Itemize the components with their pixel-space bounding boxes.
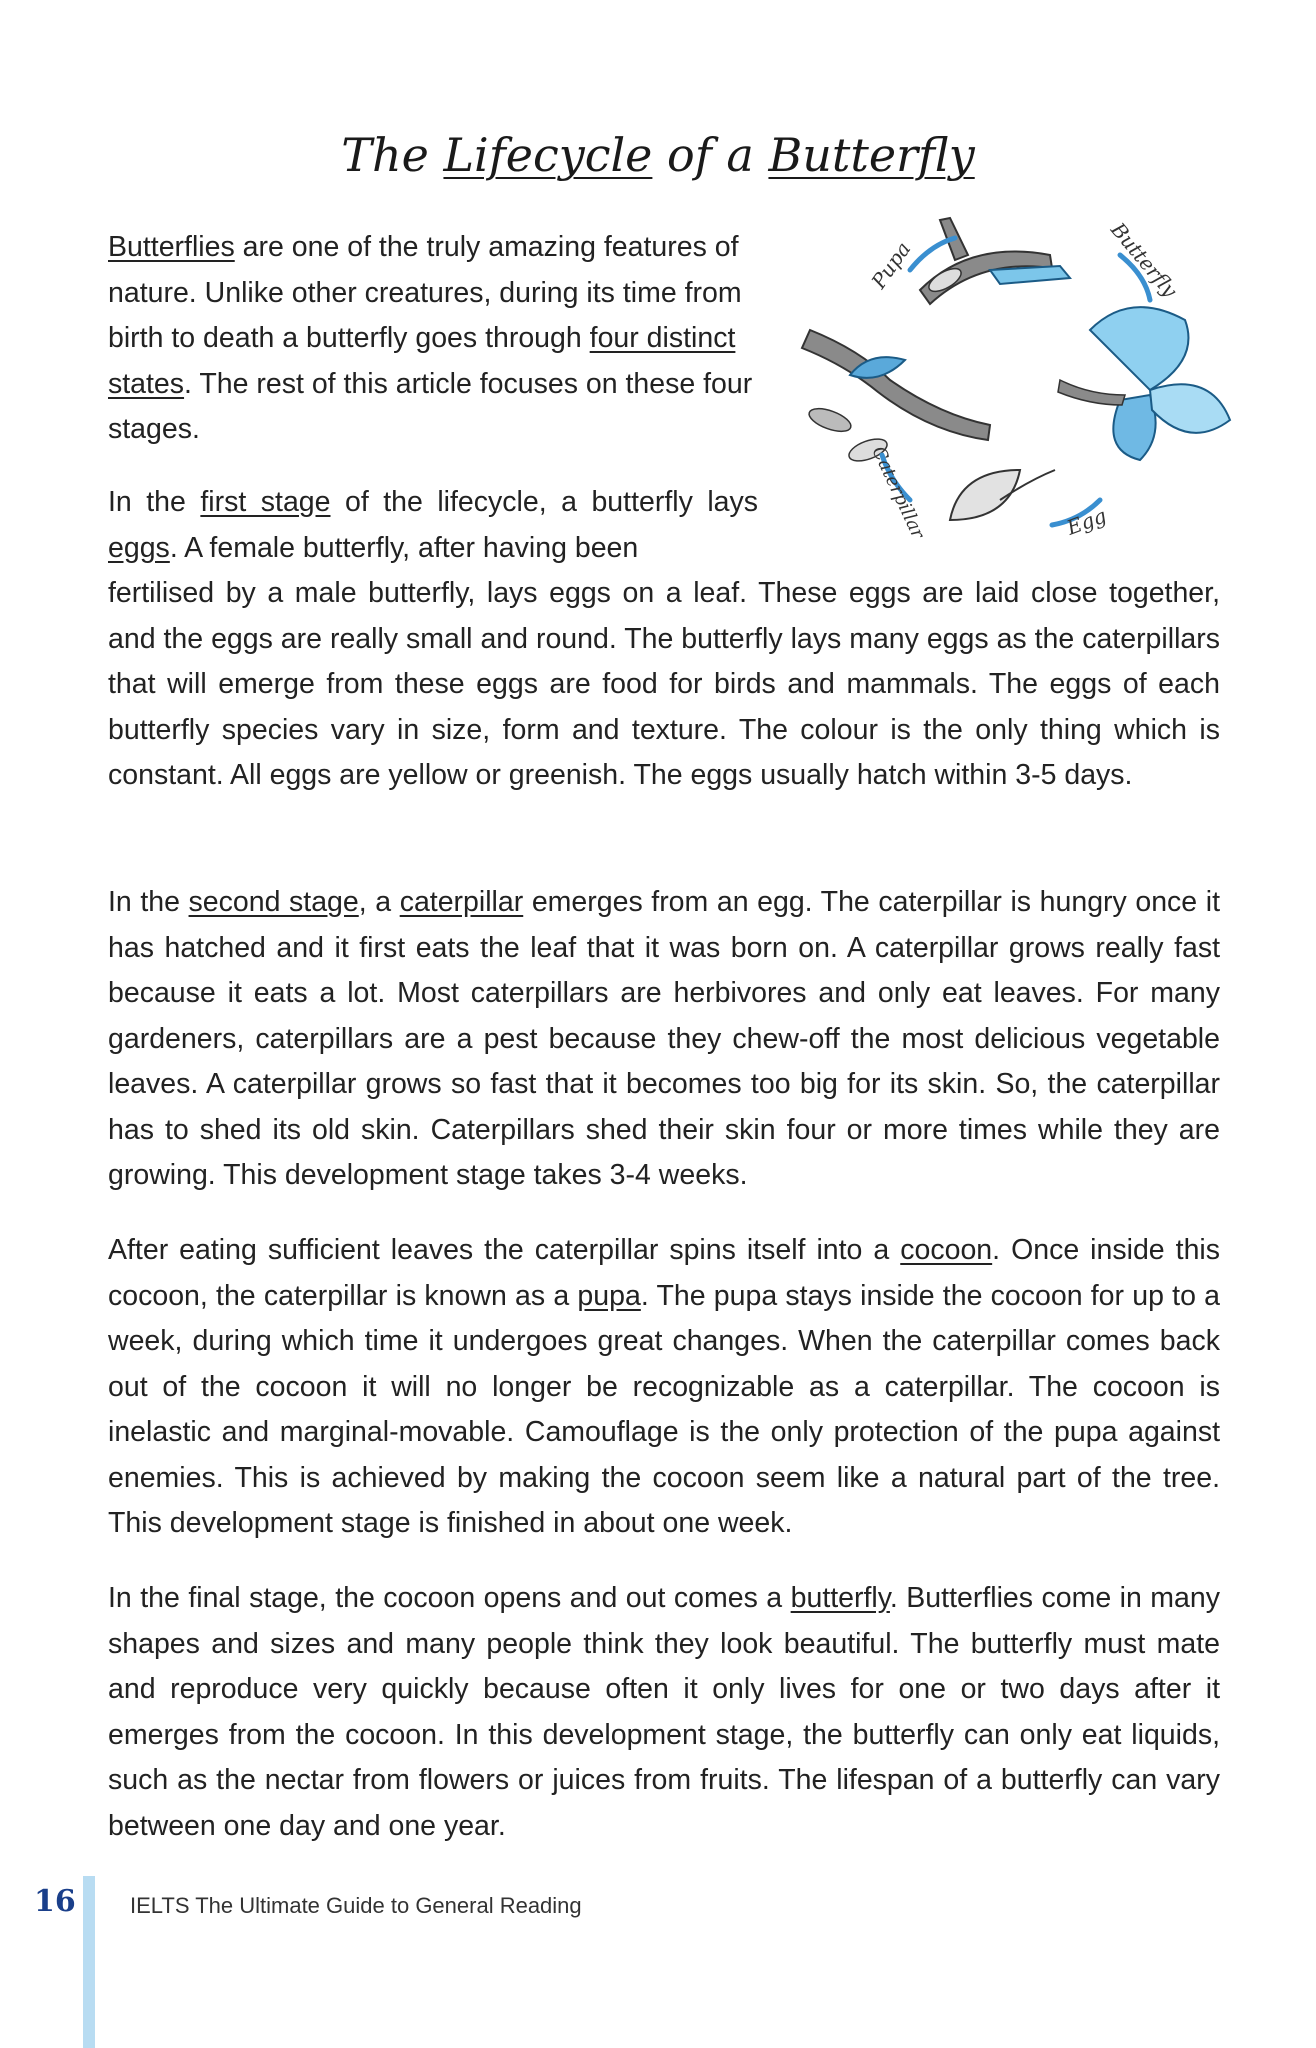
title-word-of-a: of a (667, 128, 754, 182)
page-title (0, 128, 1316, 182)
diagram-label-pupa: Pupa (866, 237, 916, 293)
paragraph-intro (108, 225, 778, 453)
second-stage-lead: In the (108, 886, 189, 918)
first-stage-narrow-lines (108, 480, 758, 571)
pupa-stage-text: . Once inside this cocoon, the caterpillar is known as a (108, 1234, 1220, 1312)
paragraph-second-stage (108, 880, 1220, 1199)
paragraph-final-stage (108, 1576, 1220, 1849)
final-stage-body: . Butterflies come in many shapes and sizes and many people think they look beautiful. The butterfly must mate and reproduce very quickly because often it only lives for one or two days after it emerges from the cocoon. In this development stage, the butterfly can only eat liquids, such as the nectar from flowers or juices from fruits. The lifespan of a butterfly can vary between one day and one year. (108, 1582, 1220, 1842)
term-butterflies: Butterflies (108, 231, 235, 263)
second-stage-body: emerges from an egg. The caterpillar is hungry once it has hatched and it first eats the leaf that it was born on. A caterpillar grows really fast because it eats a lot. Most caterpillars are herbivores and only eat leaves. For many gardeners, caterpillars are a pest because they chew-off the most delicious vegetable leaves. A caterpillar grows so fast that it becomes too big for its skin. So, the caterpillar has to shed its old skin. Caterpillars shed their skin four or more times while they are growing. This development stage takes 3-4 weeks. (108, 886, 1220, 1191)
title-word-the: The (341, 128, 429, 182)
paragraph-pupa-stage (108, 1228, 1220, 1547)
diagram-label-caterpillar: Caterpillar (867, 443, 929, 542)
term-second-stage: second stage (188, 886, 359, 918)
pupa-stage-body: . The pupa stays inside the cocoon for up to a week, during which time it undergoes great changes. When the caterpillar comes back out of the cocoon it will no longer be recognizable as a caterpillar. The cocoon is inelastic and marginal-movable. Camouflage is the only protection of the pupa against enemies. This is achieved by making the cocoon seem like a natural part of the tree. This development stage is finished in about one week. (108, 1279, 1220, 1539)
term-eggs: eggs (108, 531, 170, 564)
title-word-butterfly: Butterfly (768, 128, 975, 182)
lifecycle-illustration (790, 200, 1240, 572)
term-pupa: pupa (577, 1279, 641, 1312)
pupa-stage-lead: After eating sufficient leaves the caterpillar spins itself into a (108, 1234, 901, 1266)
branch-top (920, 218, 1052, 304)
term-four-distinct-states: four distinct states (108, 322, 736, 400)
arrow-to-butterfly-icon (910, 238, 955, 270)
book-title: IELTS The Ultimate Guide to General Reading (130, 1893, 582, 1918)
intro-text: are one of the truly amazing features of nature. Unlike other creatures, during its time from birth to death a butterfly goes through (108, 231, 742, 354)
pupa-chrysalis (990, 266, 1070, 284)
term-butterfly: butterfly (790, 1582, 890, 1614)
diagram-label-butterfly: Butterfly (1106, 217, 1183, 302)
first-stage-lead: In the (108, 486, 201, 518)
page-number: 16 (34, 1884, 76, 1919)
final-stage-lead: In the final stage, the cocoon opens and out comes a (108, 1582, 791, 1614)
intro-text-end: . The rest of this article focuses on these four stages. (108, 367, 753, 445)
footer-accent-bar (83, 1876, 95, 2048)
term-first-stage: first stage (200, 486, 331, 518)
title-word-lifecycle: Lifecycle (443, 128, 653, 182)
leaf-egg (950, 470, 1055, 520)
diagram-label-egg: Egg (1063, 503, 1110, 540)
intro-text-block (108, 225, 778, 453)
branch-left (802, 330, 990, 465)
term-caterpillar: caterpillar (399, 886, 524, 918)
second-stage-text: , a (358, 886, 400, 918)
first-stage-text: of the lifecycle, a butterfly lays (330, 486, 759, 518)
first-stage-body: fertilised by a male butterfly, lays eggs on a leaf. These eggs are laid close together, and the eggs are really small and round. The butterfly lays many eggs as the caterpillars that will emerge from these eggs are food for birds and mammals. The eggs of each butterfly species vary in size, form and texture. The colour is the only thing which is constant. All eggs are yellow or greenish. The eggs usually hatch within 3-5 days. (108, 577, 1220, 791)
term-cocoon: cocoon (900, 1234, 993, 1266)
butterfly-drawing (1058, 307, 1230, 460)
first-stage-text-2: . A female butterfly, after having been (169, 531, 639, 564)
